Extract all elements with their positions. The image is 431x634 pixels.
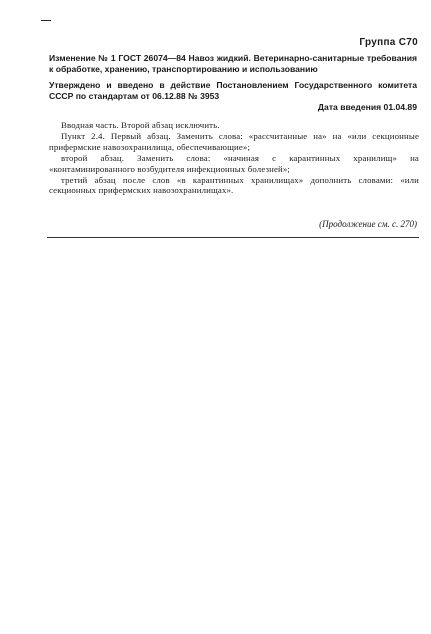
amendment-body [49,120,419,196]
paragraph: второй абзац. Заменить слова: «начиная с карантинных хранилищ» на «контаминированного возбудителя инфекционных болезней»; [49,152,419,174]
effective-date: Дата введения 01.04.89 [317,102,417,112]
paragraph: Пункт 2.4. Первый абзац. Заменить слова: «рассчитанные на» на «или секционные прифермские навозохранилища, обеспечивающие»; [49,130,419,152]
paragraph: Вводная часть. Второй абзац исключить. [61,120,220,130]
paragraph: третий абзац после слов «в карантинных хранилищах» дополнить словами: «или секционных прифермских навозохранилищах». [49,174,419,196]
top-dash [41,20,51,21]
amendment-title: Изменение № 1 ГОСТ 26074—84 Навоз жидкий. Ветеринарно-санитарные требования к обработке, хранению, транспортированию и использованию [49,53,417,74]
continuation-note: (Продолжение см. с. 270) [319,219,417,229]
page-divider [47,237,419,238]
approval-statement: Утверждено и введено в действие Постановлением Государственного комитета СССР по стандартам от 06.12.88 № 3953 [49,80,417,101]
group-label: Группа С70 [359,37,418,48]
